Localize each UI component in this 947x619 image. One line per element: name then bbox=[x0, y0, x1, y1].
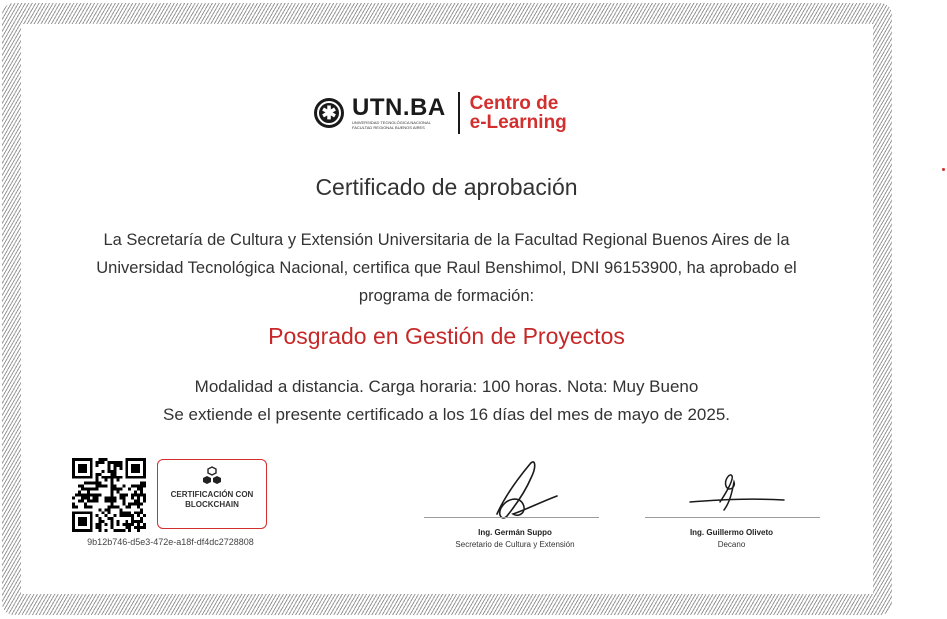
signer-2-name: Ing. Guillermo Oliveto bbox=[689, 528, 774, 537]
certificate-details bbox=[0, 373, 893, 429]
certificate-body bbox=[40, 226, 853, 310]
signer-1-name: Ing. Germán Suppo bbox=[478, 528, 552, 537]
details-line-1: Modalidad a distancia. Carga horaria: 100 horas. Nota: Muy Bueno bbox=[194, 377, 699, 396]
signature-line-1 bbox=[424, 517, 599, 518]
blockchain-badge[interactable] bbox=[157, 459, 267, 529]
header-logo bbox=[314, 91, 567, 135]
body-line-1: La Secretaría de Cultura y Extensión Universitaria de la Facultad Regional Buenos Aires de la bbox=[103, 231, 790, 249]
certificate-title: Certificado de aprobación bbox=[315, 174, 578, 200]
certificate-hash: 9b12b746-d5e3-472e-a18f-df4dc2728808 bbox=[87, 537, 254, 547]
signer-2-role: Decano bbox=[717, 540, 746, 549]
utn-subtitle-2: FACULTAD REGIONAL BUENOS AIRES bbox=[352, 125, 425, 130]
details-line-2: Se extiende el presente certificado a los 16 días del mes de mayo de 2025. bbox=[162, 405, 731, 424]
centro-line-1: Centro de bbox=[469, 93, 559, 114]
program-name: Posgrado en Gestión de Proyectos bbox=[268, 323, 625, 349]
badge-label-1: CERTIFICACIÓN CON bbox=[170, 490, 254, 499]
utn-seal-icon: ✱ bbox=[314, 98, 344, 128]
signature-suppo bbox=[485, 456, 565, 524]
qr-code-icon[interactable] bbox=[72, 458, 146, 532]
body-line-2: Universidad Tecnológica Nacional, certifica que Raul Benshimol, DNI 96153900, ha aprobado el bbox=[96, 259, 797, 277]
signature-line-2 bbox=[645, 517, 820, 518]
centro-line-2: e-Learning bbox=[469, 112, 567, 133]
red-dot bbox=[942, 168, 945, 171]
body-line-3: programa de formación: bbox=[358, 287, 535, 305]
signer-1-role: Secretario de Cultura y Extensión bbox=[455, 540, 575, 549]
blockchain-cubes-icon bbox=[201, 466, 223, 486]
utn-brand: UTN.BA bbox=[352, 94, 446, 121]
signature-oliveto bbox=[686, 472, 786, 518]
logo-divider bbox=[458, 92, 460, 134]
badge-label-2: BLOCKCHAIN bbox=[185, 500, 239, 509]
utn-subtitle-1: UNIVERSIDAD TECNOLÓGICA NACIONAL bbox=[352, 120, 431, 125]
